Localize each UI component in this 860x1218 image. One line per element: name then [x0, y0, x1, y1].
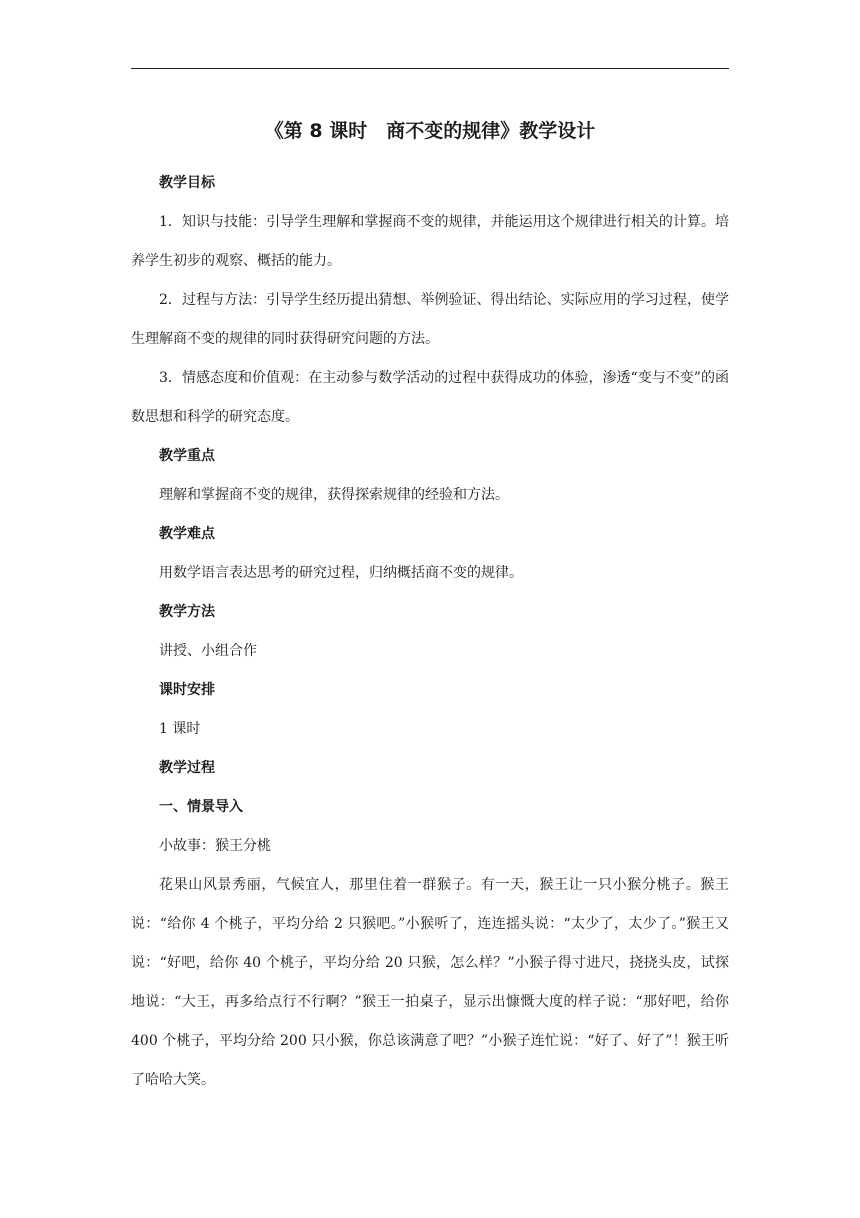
section-heading-key-points: 教学重点 — [159, 448, 215, 464]
objective-item: 2．过程与方法：引导学生经历提出猜想、举例验证、得出结论、实际应用的学习过程，使学生理解商不变的规律的同时获得研究问题的方法。 — [131, 292, 729, 347]
methods-text: 讲授、小组合作 — [159, 643, 257, 659]
document-title: 《第 8 课时 商不变的规律》教学设计 — [264, 120, 596, 142]
objective-item: 3．情感态度和价值观：在主动参与数学活动的过程中获得成功的体验，渗透“变与不变”的函数思想和科学的研究态度。 — [131, 370, 729, 425]
story-title: 小故事：猴王分桃 — [159, 838, 271, 854]
document-body — [131, 164, 729, 1100]
section-heading-difficulties: 教学难点 — [159, 526, 215, 542]
story-text: 花果山风景秀丽，气候宜人，那里住着一群猴子。有一天，猴王让一只小猴分桃子。猴王说：“给你 4 个桃子，平均分给 2 只猴吧。”小猴听了，连连摇头说：“太少了，太少了。”猴王又说：“好吧，给你 40 个桃子，平均分给 20 只猴，怎么样？”小猴子得寸进尺，挠挠头皮，试探地说：“大王，再多给点行不行啊？”猴王一拍桌子，显示出慷慨大度的样子说：“那好吧，给你 400 个桃子，平均分给 200 只小猴，你总该满意了吧？”小猴子连忙说：“好了、好了”！猴王听了哈哈大笑。 — [131, 877, 729, 1088]
difficulties-text: 用数学语言表达思考的研究过程，归纳概括商不变的规律。 — [159, 565, 523, 581]
objective-item: 1．知识与技能：引导学生理解和掌握商不变的规律，并能运用这个规律进行相关的计算。培养学生初步的观察、概括的能力。 — [131, 214, 729, 269]
schedule-text: 1 课时 — [159, 721, 201, 737]
header-rule — [131, 68, 729, 69]
subsection-heading-introduction: 一、情景导入 — [159, 799, 243, 815]
section-heading-methods: 教学方法 — [159, 604, 215, 620]
section-heading-objectives: 教学目标 — [159, 175, 215, 191]
key-points-text: 理解和掌握商不变的规律，获得探索规律的经验和方法。 — [159, 487, 509, 503]
section-heading-process: 教学过程 — [159, 760, 215, 776]
section-heading-schedule: 课时安排 — [159, 682, 215, 698]
